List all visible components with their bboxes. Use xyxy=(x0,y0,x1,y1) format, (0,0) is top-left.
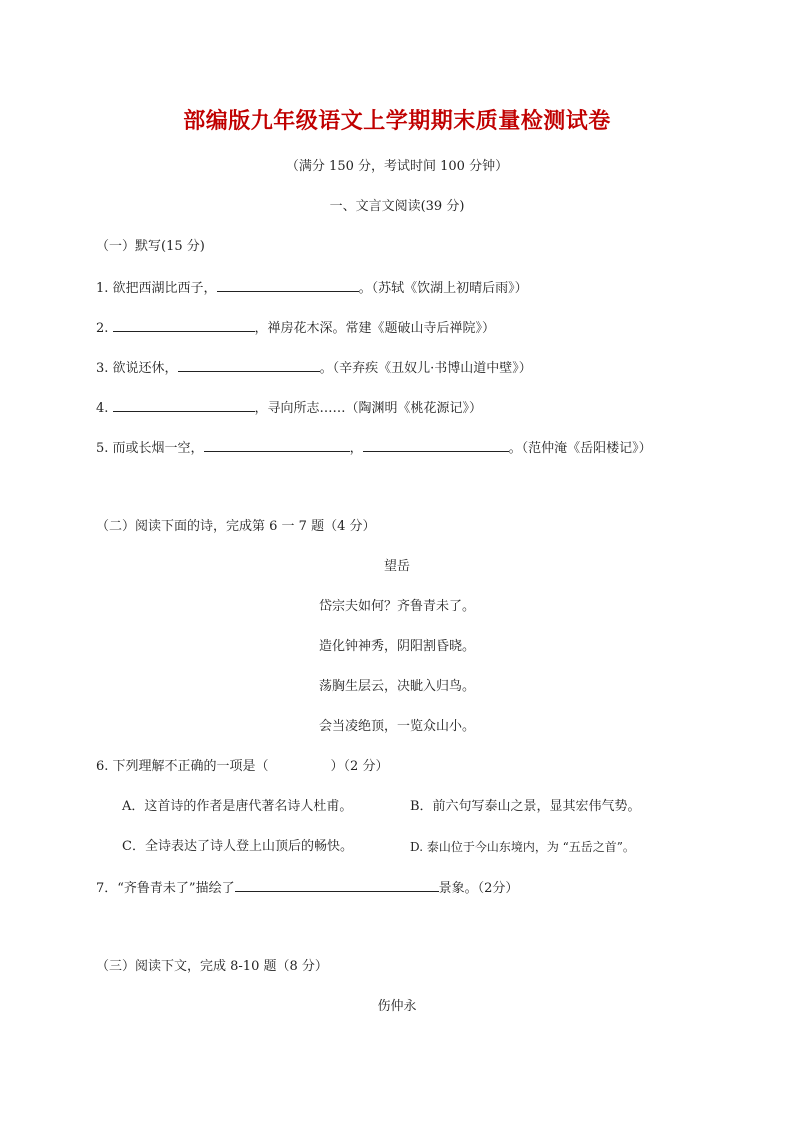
question-score: 景象。（2分） xyxy=(438,881,519,896)
question-6 xyxy=(96,758,388,776)
question-number: 4. xyxy=(96,401,109,416)
question-source: ，禅房花木深。常建《题破山寺后禅院》） xyxy=(254,321,496,336)
answer-blank[interactable] xyxy=(217,278,359,292)
poem-line: 会当凌绝顶，一览众山小。 xyxy=(318,719,475,734)
question-score: ）（2 分） xyxy=(330,759,389,774)
subtitle: （满分 150 分，考试时间 100 分钟） xyxy=(285,159,509,174)
poem-line: 岱宗夫如何？齐鲁青未了。 xyxy=(318,599,475,614)
question-1 xyxy=(96,278,528,298)
option-b: B．前六句写泰山之景，显其宏伟气势。 xyxy=(410,799,641,814)
question-number: 2. xyxy=(96,321,109,336)
answer-blank[interactable] xyxy=(363,438,509,452)
section-heading: 一、文言文阅读(39 分) xyxy=(329,199,465,214)
question-source: ，寻向所志……（陶渊明《桃花源记》） xyxy=(254,401,483,416)
question-number: 3. xyxy=(96,361,109,376)
question-2 xyxy=(96,318,495,338)
question-text: 6. 下列理解不正确的一项是（ xyxy=(96,759,269,774)
text-title: 伤仲永 xyxy=(377,999,417,1014)
question-text: 而或长烟一空， xyxy=(112,441,204,456)
option-a: A．这首诗的作者是唐代著名诗人杜甫。 xyxy=(122,799,353,814)
question-7 xyxy=(96,878,518,898)
question-3 xyxy=(96,358,532,378)
poem-title: 望岳 xyxy=(383,559,410,574)
part3-heading: （三）阅读下文，完成 8-10 题（8 分） xyxy=(96,959,328,974)
question-source: 。（辛弃疾《丑奴儿·书博山道中壁》） xyxy=(319,361,532,376)
part2-heading: （二）阅读下面的诗，完成第 6 一 7 题（4 分） xyxy=(96,519,376,534)
answer-blank[interactable] xyxy=(235,878,439,892)
option-c: C．全诗表达了诗人登上山顶后的畅快。 xyxy=(122,839,353,854)
answer-blank[interactable] xyxy=(113,318,255,332)
question-number: 1. xyxy=(96,281,109,296)
part1-heading: （一）默写(15 分) xyxy=(96,239,205,254)
question-source: 。（范仲淹《岳阳楼记》） xyxy=(508,441,652,456)
question-text: 欲说还休， xyxy=(112,361,178,376)
page-title: 部编版九年级语文上学期期末质量检测试卷 xyxy=(183,108,611,134)
poem-line: 荡胸生层云，决眦入归鸟。 xyxy=(318,679,475,694)
question-text: 7．“齐鲁青未了”描绘了 xyxy=(96,881,235,896)
answer-blank[interactable] xyxy=(178,358,320,372)
question-text: 欲把西湖比西子， xyxy=(112,281,217,296)
answer-blank[interactable] xyxy=(113,398,255,412)
question-4 xyxy=(96,398,482,418)
comma: ， xyxy=(349,441,363,456)
option-d: D. 泰山位于今山东境内，为 “五岳之首”。 xyxy=(410,840,635,854)
question-source: 。（苏轼《饮湖上初晴后雨》） xyxy=(358,281,528,296)
poem-line: 造化钟神秀，阴阳割昏晓。 xyxy=(318,639,475,654)
question-number: 5. xyxy=(96,441,109,456)
answer-blank[interactable] xyxy=(204,438,350,452)
question-5 xyxy=(96,438,652,458)
